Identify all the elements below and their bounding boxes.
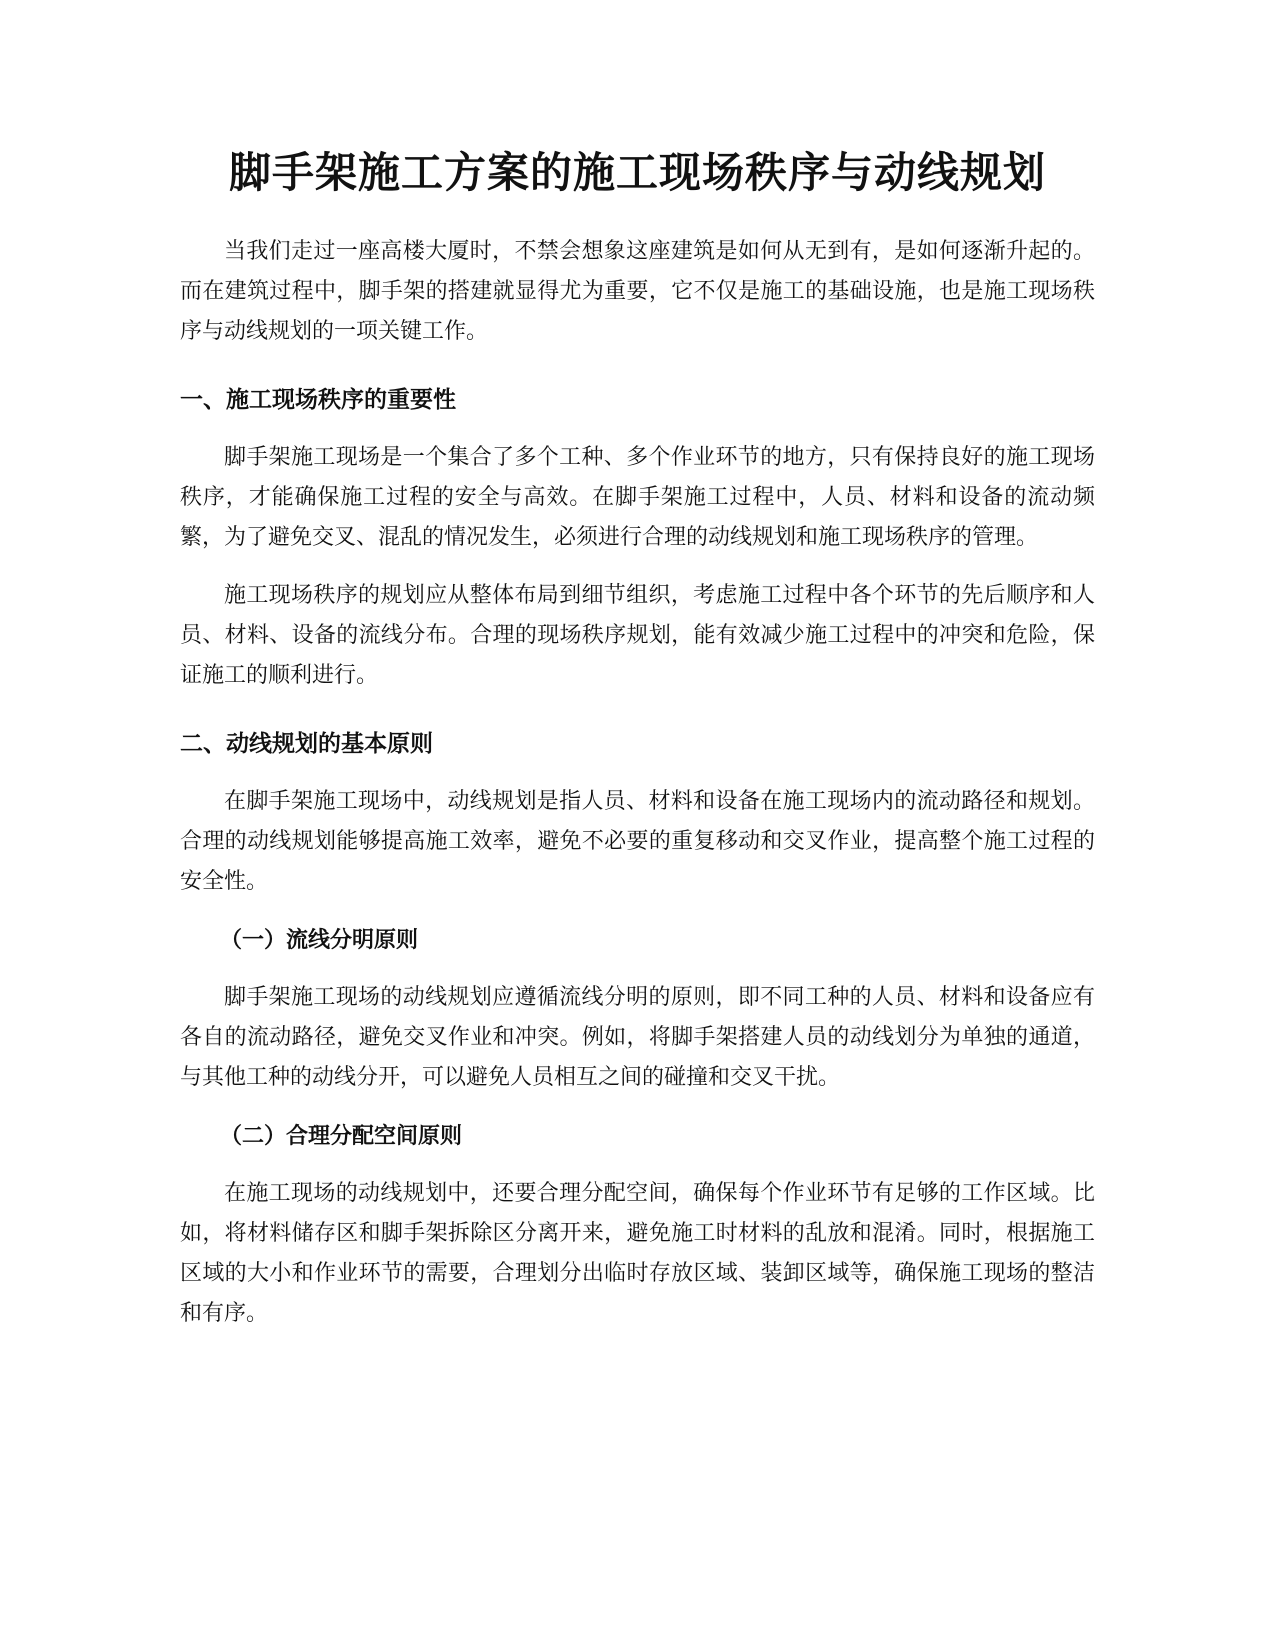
document-title: 脚手架施工方案的施工现场秩序与动线规划	[228, 148, 1046, 197]
section-heading-2: 二、动线规划的基本原则	[180, 731, 433, 757]
subsection-heading-1: （一）流线分明原则	[220, 927, 419, 953]
section-1-paragraph-2: 施工现场秩序的规划应从整体布局到细节组织，考虑施工过程中各个环节的先后顺序和人员、材料、设备的流线分布。合理的现场秩序规划，能有效减少施工过程中的冲突和危险，保证施工的顺利进行。	[180, 583, 1095, 688]
section-heading-1: 一、施工现场秩序的重要性	[180, 387, 456, 413]
section-1-paragraph-1: 脚手架施工现场是一个集合了多个工种、多个作业环节的地方，只有保持良好的施工现场秩序，才能确保施工过程的安全与高效。在脚手架施工过程中，人员、材料和设备的流动频繁，为了避免交叉、混乱的情况发生，必须进行合理的动线规划和施工现场秩序的管理。	[180, 445, 1095, 550]
section-2-intro-paragraph: 在脚手架施工现场中，动线规划是指人员、材料和设备在施工现场内的流动路径和规划。合理的动线规划能够提高施工效率，避免不必要的重复移动和交叉作业，提高整个施工过程的安全性。	[180, 789, 1095, 894]
intro-paragraph: 当我们走过一座高楼大厦时，不禁会想象这座建筑是如何从无到有，是如何逐渐升起的。而在建筑过程中，脚手架的搭建就显得尤为重要，它不仅是施工的基础设施，也是施工现场秩序与动线规划的一项关键工作。	[180, 239, 1095, 344]
subsection-1-paragraph: 脚手架施工现场的动线规划应遵循流线分明的原则，即不同工种的人员、材料和设备应有各自的流动路径，避免交叉作业和冲突。例如，将脚手架搭建人员的动线划分为单独的通道，与其他工种的动线分开，可以避免人员相互之间的碰撞和交叉干扰。	[180, 985, 1095, 1090]
document-page	[180, 140, 1095, 1352]
subsection-2-paragraph: 在施工现场的动线规划中，还要合理分配空间，确保每个作业环节有足够的工作区域。比如，将材料储存区和脚手架拆除区分离开来，避免施工时材料的乱放和混淆。同时，根据施工区域的大小和作业环节的需要，合理划分出临时存放区域、装卸区域等，确保施工现场的整洁和有序。	[180, 1181, 1095, 1326]
subsection-heading-2: （二）合理分配空间原则	[220, 1123, 463, 1149]
